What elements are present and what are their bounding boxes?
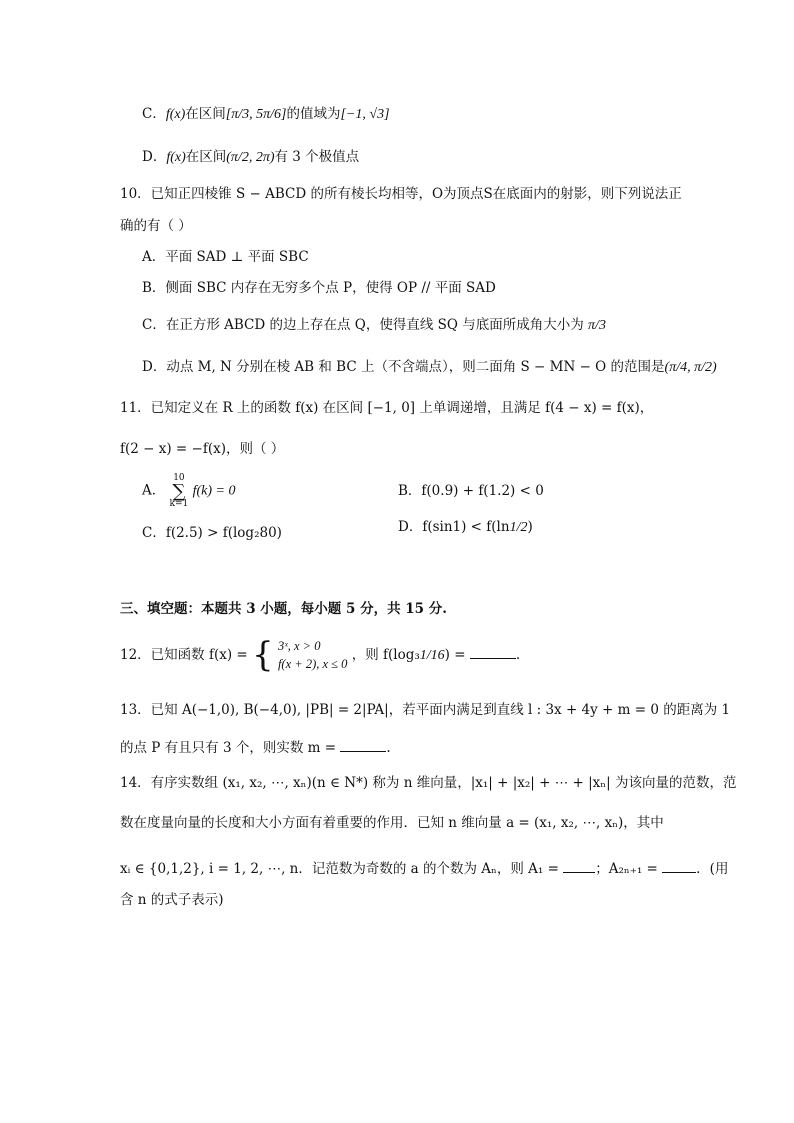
q10-option-c (142, 319, 606, 333)
angle-value: π/3 (588, 318, 606, 333)
text: 在区间 (185, 106, 226, 122)
option-label: C． (142, 106, 166, 122)
q12 (120, 635, 521, 676)
range: [−1, √3] (340, 107, 390, 122)
answer-blank[interactable] (470, 646, 516, 659)
sum-lower-limit: k=1 (169, 498, 189, 509)
q10-option-b: B．侧面 SBC 内存在无穷多个点 P，使得 OP // 平面 SAD (142, 280, 496, 296)
interval: (π/2, 2π) (226, 150, 275, 165)
q9-option-c (142, 108, 390, 122)
answer-blank-a1[interactable] (563, 860, 595, 873)
q12-suffix: ) = (444, 647, 466, 663)
period: . (515, 647, 521, 663)
q10-stem-line2: 确的有（ ） (120, 218, 192, 234)
section-title: 三、填空题：本题共 3 小题，每小题 5 分，共 15 分. (120, 601, 447, 617)
function-f: f(x) (166, 150, 186, 165)
option-text: D．f(sin1) < f(ln (398, 519, 510, 535)
text: 有 3 个极值点 (274, 149, 360, 165)
q14-text: xᵢ ∈ {0,1,2}, i = 1, 2, ⋯, n．记范数为奇数的 a 的个数为 Aₙ，则 A₁ = (120, 861, 559, 877)
answer-blank-a2n1[interactable] (662, 860, 696, 873)
function-f: f(x) (165, 107, 186, 122)
piecewise-cases (278, 638, 347, 673)
period: . (386, 740, 391, 756)
case-1: 3ˣ, x > 0 (277, 639, 321, 653)
q13-line1: 13．已知 A(−1,0), B(−4,0), |PB| = 2|PA|，若平面内满足到直线 l : 3x + 4y + m = 0 的距离为 1 (120, 702, 731, 718)
left-brace-icon: { (252, 635, 274, 676)
text: 的值域为 (286, 106, 341, 122)
q14-line4: 含 n 的式子表示) (120, 892, 224, 908)
q10-option-a: A．平面 SAD ⊥ 平面 SBC (142, 249, 309, 265)
q11-option-c: C．f(2.5) > f(log₂80) (142, 525, 282, 541)
fraction-value: 1/16 (419, 648, 445, 663)
option-text: C．在正方形 ABCD 的边上存在点 Q，使得直线 SQ 与底面所成角大小为 (142, 317, 584, 333)
text: 在区间 (185, 149, 227, 165)
interval: [π/3, 5π/6] (225, 107, 287, 122)
option-text: D．动点 M, N 分别在棱 AB 和 BC 上（不含端点），则二面角 S − MN − O 的范围是 (142, 359, 665, 375)
q9-option-d (142, 151, 359, 165)
q14-line3 (120, 860, 728, 877)
sum-upper-limit: 10 (173, 473, 185, 483)
q11-option-a (142, 474, 235, 508)
q10-option-d (142, 361, 717, 375)
q12-prefix: 12．已知函数 f(x) = (120, 647, 248, 663)
q11-stem-line1: 11．已知定义在 R 上的函数 f(x) 在区间 [−1, 0] 上单调递增，且满足 f(4 − x) = f(x)， (120, 400, 654, 416)
q12-mid: ，则 f(log₃ (351, 647, 420, 663)
q11-stem-line2: f(2 − x) = −f(x)，则（ ） (120, 441, 285, 457)
fraction-value: 1/2 (509, 520, 528, 535)
q14-end: ．(用 (696, 861, 729, 877)
q13-text: 的点 P 有且只有 3 个，则实数 m = (120, 740, 337, 756)
q14-line1: 14．有序实数组 (x₁, x₂, ⋯, xₙ)(n ∈ N*) 称为 n 维向量，|x₁| + |x₂| + ⋯ + |xₙ| 为该向量的范数，范 (120, 775, 737, 791)
expression: f(k) = 0 (192, 483, 236, 499)
q13-line2 (120, 739, 391, 756)
q11-option-d: D．f(sin1) < f(ln1/2) (398, 519, 533, 535)
q10-stem-line1: 10．已知正四棱锥 S − ABCD 的所有棱长均相等，O为顶点S在底面内的射影，则下列说法正 (120, 186, 682, 202)
answer-blank[interactable] (340, 739, 386, 752)
summation (170, 474, 189, 508)
sigma-icon: ∑ (172, 480, 186, 502)
option-label: A． (142, 482, 166, 499)
case-2: f(x + 2), x ≤ 0 (277, 656, 348, 671)
option-label: D． (142, 149, 167, 165)
q14-line2: 数在度量向量的长度和大小方面有着重要的作用．已知 n 维向量 a = (x₁, x₂, ⋯, xₙ)，其中 (120, 815, 664, 831)
range-value: (π/4, π/2) (664, 360, 717, 375)
q14-mid: ；A₂ₙ₊₁ = (595, 861, 658, 877)
q11-option-b: B．f(0.9) + f(1.2) < 0 (398, 483, 544, 499)
